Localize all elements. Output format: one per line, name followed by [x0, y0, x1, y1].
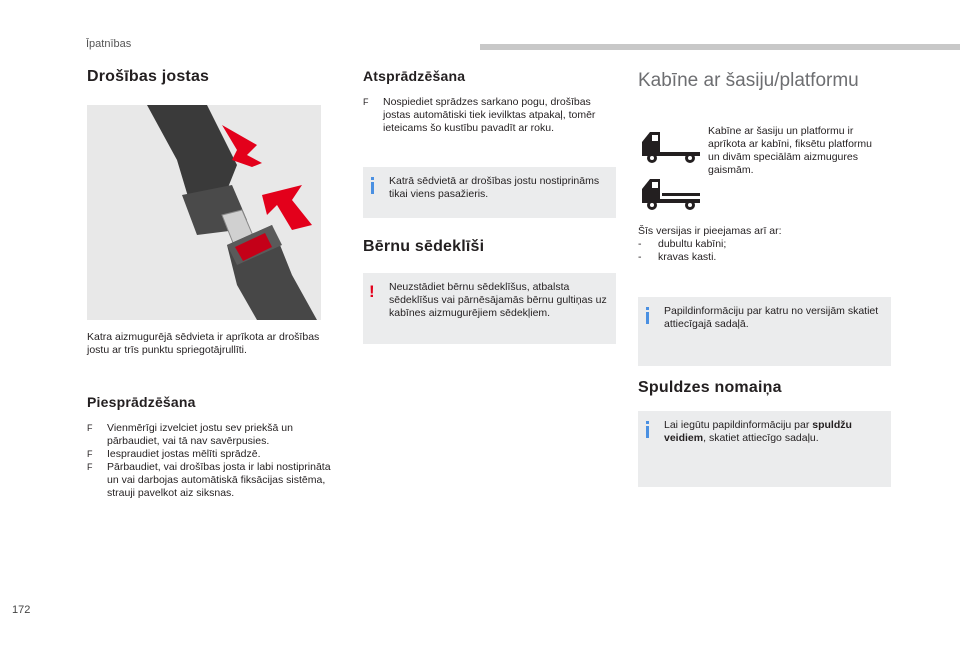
- section-label: Īpatnības: [86, 38, 132, 50]
- info-note: [363, 167, 616, 218]
- warning-note-text: Neuzstādiet bērnu sēdeklīšus, atbalsta sēdeklīšus vai pārnēsājamās bērnu gultiņas uz kabīnes aizmugurējiem sēdekļiem.: [389, 281, 607, 319]
- bulbs-info-note: [638, 411, 891, 487]
- warning-note: [363, 273, 616, 344]
- seatbelt-caption: Katra aizmugurējā sēdvieta ir aprīkota ar drošības jostu ar trīs punktu spriegotājrullīti.: [87, 331, 320, 356]
- list-item: - dubultu kabīni;: [638, 238, 727, 250]
- list-item: - kravas kasti.: [638, 251, 717, 263]
- page-title: Drošības jostas: [87, 68, 210, 85]
- list-item: F Iespraudiet jostas mēlīti sprādzē.: [87, 448, 261, 460]
- cab-chassis-description: Kabīne ar šasiju un platformu ir aprīkota ar kabīni, fiksētu platformu un divām speciālām aizmugures gaismām.: [708, 125, 872, 176]
- info-icon: [644, 307, 652, 324]
- bulbs-info-text: Lai iegūtu papildinformāciju par spuldžu veidiem, skatiet attiecīgo sadaļu.: [664, 419, 852, 444]
- bullet-marker: F: [87, 423, 93, 433]
- bullet-marker: F: [363, 97, 369, 107]
- info-icon: [369, 177, 377, 194]
- fasten-heading: Piesprādzēšana: [87, 394, 196, 410]
- page-number: 172: [12, 604, 31, 616]
- header-bar: [480, 44, 960, 50]
- child-seats-heading: Bērnu sēdeklīši: [363, 238, 485, 255]
- versions-intro: Šīs versijas ir pieejamas arī ar:: [638, 225, 782, 237]
- cab-chassis-heading: Kabīne ar šasiju/platformu: [638, 70, 859, 91]
- info-note-text: Katrā sēdvietā ar drošības jostu nostiprināms tikai viens pasažieris.: [389, 175, 600, 200]
- info-icon: [644, 421, 652, 438]
- versions-info-note: [638, 297, 891, 366]
- list-item: F Pārbaudiet, vai drošības josta ir labi nostiprināta un vai darbojas automātiskā fiksācijas sistēma, strauji pavelkot aiz siksnas.: [87, 461, 331, 499]
- fasten-steps-list: [87, 422, 332, 500]
- versions-info-text: Papildinformāciju par katru no versijām skatiet attiecīgajā sadaļā.: [664, 305, 879, 330]
- truck-chassis-icon: [638, 128, 702, 164]
- list-item: F Vienmērīgi izvelciet jostu sev priekšā un pārbaudiet, vai tā nav savērpusies.: [87, 422, 293, 447]
- unfasten-steps-list: [363, 96, 608, 135]
- seatbelt-illustration: [87, 105, 321, 320]
- truck-platform-icon: [638, 175, 702, 211]
- warning-icon: !: [369, 282, 375, 301]
- unfasten-heading: Atsprādzēšana: [363, 68, 466, 84]
- bullet-marker: F: [87, 449, 93, 459]
- versions-list: [638, 238, 888, 264]
- list-item: F Nospiediet sprādzes sarkano pogu, drošības jostas automātiski tiek ievilktas atpakaļ, tomēr ieteicams šo kustību pavadīt ar roku.: [363, 96, 596, 134]
- bulbs-heading: Spuldzes nomaiņa: [638, 379, 782, 396]
- bullet-marker: F: [87, 462, 93, 472]
